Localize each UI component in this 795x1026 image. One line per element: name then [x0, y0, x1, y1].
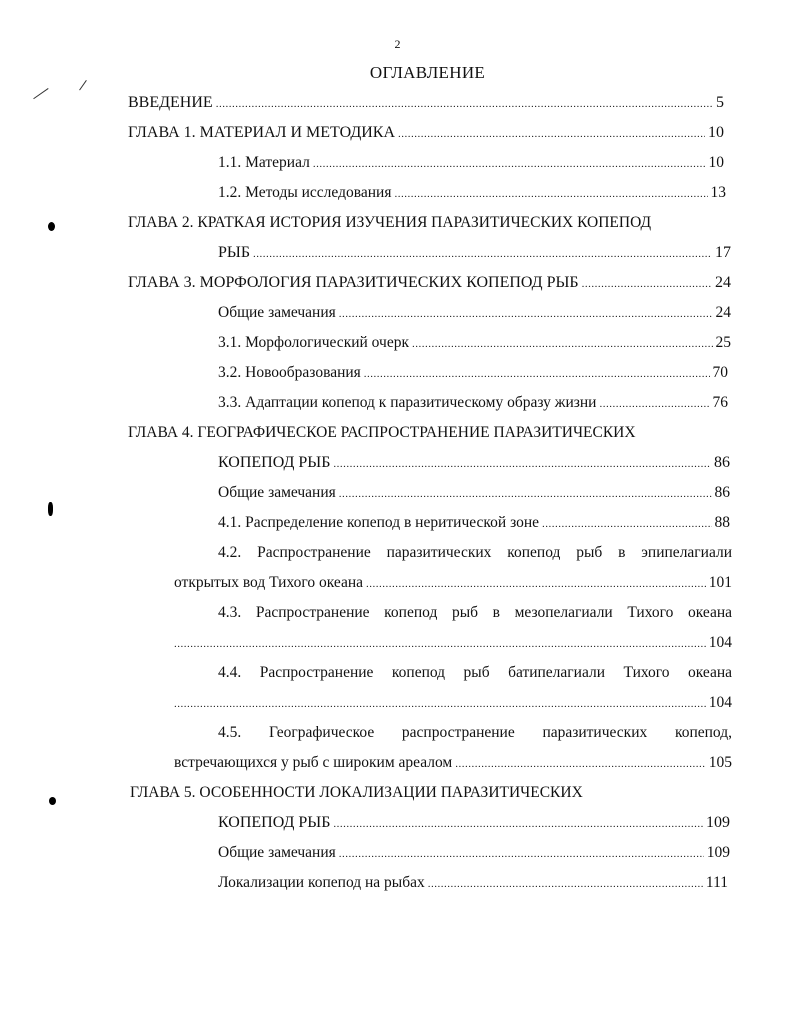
scan-dot	[48, 222, 55, 231]
toc-entry-4-3-line1	[218, 598, 732, 628]
toc-entry-chapter-4	[218, 448, 730, 478]
toc-entry-4-5-line1	[218, 718, 732, 748]
dot-leader	[455, 749, 706, 779]
toc-page: 5	[716, 94, 724, 111]
toc-entry-1-1	[218, 148, 724, 178]
dot-leader	[364, 359, 710, 389]
toc-label: 1.1. Материал	[218, 154, 310, 171]
toc-label: 1.2. Методы исследования	[218, 184, 392, 201]
toc-entry-3-1	[218, 328, 731, 358]
dot-leader	[174, 629, 706, 659]
toc-page: 13	[710, 184, 726, 201]
toc-entry-chapter-5	[218, 808, 730, 838]
dot-leader	[398, 119, 705, 149]
toc-page: 10	[708, 124, 724, 141]
dot-leader	[582, 269, 712, 299]
dot-leader	[366, 569, 706, 599]
toc-label: ГЛАВА 5. ОСОБЕННОСТИ ЛОКАЛИЗАЦИИ ПАРАЗИТИЧЕСКИХ	[130, 784, 583, 801]
page-number: 2	[394, 37, 401, 51]
toc-entry-4-4-line1	[218, 658, 732, 688]
toc-label: 4.5. Географическое распространение паразитических копепод,	[218, 724, 732, 741]
toc-page: 70	[712, 364, 728, 381]
dot-leader	[428, 869, 703, 899]
toc-label: 3.1. Морфологический очерк	[218, 334, 409, 351]
dot-leader	[394, 179, 707, 209]
toc-page: 88	[714, 514, 730, 531]
toc-page: 76	[712, 394, 728, 411]
toc-entry-4-2-line1	[218, 538, 732, 568]
toc-entry-chapter-2	[218, 238, 731, 268]
toc-label: КОПЕПОД РЫБ	[218, 454, 331, 471]
toc-label: 4.2. Распространение паразитических копепод рыб в эпипелагиали	[218, 544, 732, 561]
toc-entry-chapter-1	[128, 118, 724, 148]
toc-page: 105	[708, 754, 732, 771]
page-title: ОГЛАВЛЕНИЕ	[369, 63, 486, 82]
toc-entry-localization	[218, 868, 728, 898]
toc-entry-chapter-3	[128, 268, 731, 298]
toc-page: 109	[706, 814, 730, 831]
toc-page: 25	[715, 334, 731, 351]
toc-label: Локализации копепод на рыбах	[218, 874, 425, 891]
toc-entry-chapter-5-line1	[130, 778, 690, 808]
toc-page: 86	[714, 454, 730, 471]
toc-entry-4-5	[174, 748, 732, 778]
toc-label: ГЛАВА 1. МАТЕРИАЛ И МЕТОДИКА	[128, 124, 396, 141]
toc-label: 3.2. Новообразования	[218, 364, 361, 381]
toc-entry-general-remarks-4	[218, 478, 730, 508]
toc-entry-4-4	[174, 688, 732, 718]
toc-page: 10	[708, 154, 724, 171]
toc-entry-chapter-2-line1	[128, 208, 730, 238]
toc-label: 4.1. Распределение копепод в неритической зоне	[218, 514, 540, 531]
toc-entry-3-3	[218, 388, 728, 418]
dot-leader	[174, 689, 706, 719]
toc-page: 86	[714, 484, 730, 501]
toc-label: 3.3. Адаптации копепод к паразитическому образу жизни	[218, 394, 597, 411]
toc-entry-4-1	[218, 508, 730, 538]
toc-page: 109	[706, 844, 730, 861]
toc-label: Общие замечания	[218, 484, 336, 501]
dot-leader	[216, 89, 713, 119]
toc-label: встречающихся у рыб с широким ареалом	[174, 754, 453, 771]
toc-entry-introduction	[128, 88, 724, 118]
toc-entry-general-remarks-3	[218, 298, 731, 328]
dot-leader	[339, 299, 713, 329]
toc-label: открытых вод Тихого океана	[174, 574, 364, 591]
toc-label: ГЛАВА 2. КРАТКАЯ ИСТОРИЯ ИЗУЧЕНИЯ ПАРАЗИТИЧЕСКИХ КОПЕПОД	[128, 214, 652, 231]
toc-label: ВВЕДЕНИЕ	[128, 94, 213, 111]
toc-entry-4-3	[174, 628, 732, 658]
toc-label: ГЛАВА 4. ГЕОГРАФИЧЕСКОЕ РАСПРОСТРАНЕНИЕ ПАРАЗИТИЧЕСКИХ	[128, 424, 636, 441]
toc-entry-4-2	[174, 568, 732, 598]
toc-page: 17	[715, 244, 731, 261]
dot-leader	[253, 239, 712, 269]
toc-entry-chapter-4-line1	[128, 418, 728, 448]
dot-leader	[333, 809, 703, 839]
toc-label: КОПЕПОД РЫБ	[218, 814, 331, 831]
dot-leader	[339, 479, 712, 509]
dot-leader	[313, 149, 706, 179]
scan-dot	[49, 797, 56, 805]
dot-leader	[542, 509, 711, 539]
dot-leader	[333, 449, 711, 479]
toc-page: 101	[708, 574, 732, 591]
scan-dot	[48, 502, 53, 516]
dot-leader	[339, 839, 704, 869]
toc-label: ГЛАВА 3. МОРФОЛОГИЯ ПАРАЗИТИЧЕСКИХ КОПЕПОД РЫБ	[128, 274, 579, 291]
toc-label: Общие замечания	[218, 304, 336, 321]
toc-page: 104	[708, 694, 732, 711]
toc-label: Общие замечания	[218, 844, 336, 861]
toc-page: 111	[705, 874, 728, 891]
toc-page: 104	[708, 634, 732, 651]
dot-leader	[412, 329, 713, 359]
toc-label: РЫБ	[218, 244, 251, 261]
toc-entry-1-2	[218, 178, 726, 208]
toc-page: 24	[715, 304, 731, 321]
dot-leader	[599, 389, 709, 419]
scan-mark	[33, 88, 48, 99]
toc-entry-general-remarks-5	[218, 838, 730, 868]
toc-page: 24	[715, 274, 731, 291]
toc-entry-3-2	[218, 358, 728, 388]
toc-label: 4.4. Распространение копепод рыб батипелагиали Тихого океана	[218, 664, 732, 681]
toc-label: 4.3. Распространение копепод рыб в мезопелагиали Тихого океана	[218, 604, 732, 621]
